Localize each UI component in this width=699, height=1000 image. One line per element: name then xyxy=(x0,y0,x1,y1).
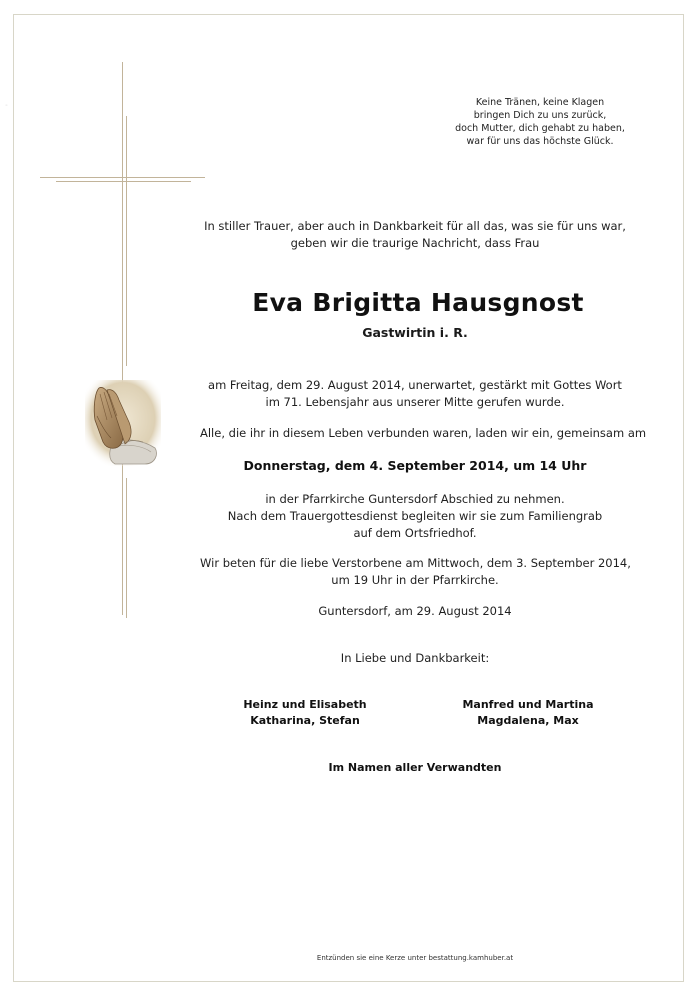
ceremony-text xyxy=(200,491,630,542)
death-notice-line: am Freitag, dem 29. August 2014, unerwartet, gestärkt mit Gottes Wort xyxy=(208,378,622,392)
place-date xyxy=(200,603,630,620)
memorial-poem xyxy=(440,96,640,148)
margin-mark: ◦ xyxy=(5,103,8,109)
poem-line: bringen Dich zu uns zurück, xyxy=(473,110,607,121)
prayer-line: Wir beten für die liebe Verstorbene am Mittwoch, dem 3. September 2014, xyxy=(200,556,631,570)
intro-text xyxy=(200,218,630,252)
invitation-line: Alle, die ihr in diesem Leben verbunden waren, laden wir ein, gemeinsam am xyxy=(200,426,647,440)
prayer-text xyxy=(200,555,630,589)
cross-horizontal-line xyxy=(40,177,205,178)
signer-line: Magdalena, Max xyxy=(477,714,579,727)
death-notice xyxy=(200,377,630,411)
signer-line: Heinz und Elisabeth xyxy=(243,698,367,711)
signers-right xyxy=(428,697,628,729)
cross-vertical-line-inner xyxy=(126,116,127,366)
poem-line: war für uns das höchste Glück. xyxy=(466,136,614,147)
funeral-date: Donnerstag, dem 4. September 2014, um 14 Uhr xyxy=(243,458,587,473)
cross-vertical-line-lower xyxy=(126,478,127,618)
praying-hands-image xyxy=(85,380,161,466)
place-date-line: Guntersdorf, am 29. August 2014 xyxy=(318,604,512,618)
cross-horizontal-line-inner xyxy=(56,181,191,182)
deceased-name: Eva Brigitta Hausgnost xyxy=(252,288,584,317)
signers-left xyxy=(205,697,405,729)
praying-hands-icon xyxy=(85,380,161,466)
signer-line: Manfred und Martina xyxy=(462,698,594,711)
relatives-line: Im Namen aller Verwandten xyxy=(328,761,502,774)
footer-candle-link[interactable]: Entzünden sie eine Kerze unter bestattung.kamhuber.at xyxy=(316,954,514,962)
ceremony-line: in der Pfarrkirche Guntersdorf Abschied zu nehmen. xyxy=(265,492,565,506)
poem-line: doch Mutter, dich gehabt zu haben, xyxy=(455,123,625,134)
death-notice-line: im 71. Lebensjahr aus unserer Mitte gerufen wurde. xyxy=(265,395,565,409)
signer-line: Katharina, Stefan xyxy=(250,714,360,727)
ceremony-line: auf dem Ortsfriedhof. xyxy=(353,526,477,540)
closing-text xyxy=(200,650,630,667)
cross-vertical-line xyxy=(122,62,123,615)
intro-line: geben wir die traurige Nachricht, dass Frau xyxy=(290,236,540,250)
prayer-line: um 19 Uhr in der Pfarrkirche. xyxy=(331,573,499,587)
closing-line: In Liebe und Dankbarkeit: xyxy=(340,651,490,665)
deceased-title: Gastwirtin i. R. xyxy=(362,325,468,340)
poem-line: Keine Tränen, keine Klagen xyxy=(475,97,605,108)
invitation-text xyxy=(200,425,647,442)
intro-line: In stiller Trauer, aber auch in Dankbarkeit für all das, was sie für uns war, xyxy=(204,219,626,233)
ceremony-line: Nach dem Trauergottesdienst begleiten wir sie zum Familiengrab xyxy=(227,509,603,523)
